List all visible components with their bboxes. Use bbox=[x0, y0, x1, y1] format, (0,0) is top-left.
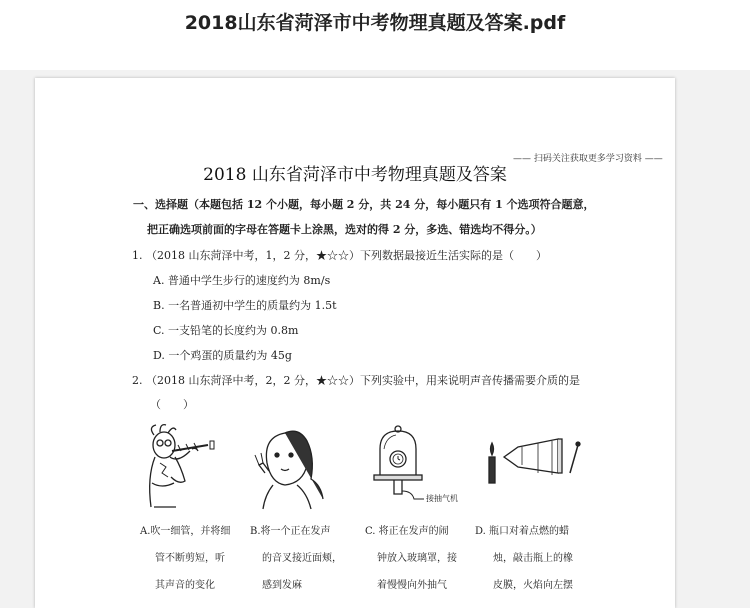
question-2-stem-blank: （ ） bbox=[150, 398, 194, 411]
section-heading-line-2: 把正确选项前面的字母在答题卡上涂黑，选对的得 2 分，多选、错选均不得分。） bbox=[147, 223, 542, 236]
figure-c-bell-jar bbox=[368, 423, 468, 513]
pdf-page bbox=[35, 78, 675, 608]
scan-note: —— 扫码关注获取更多学习资料 —— bbox=[513, 154, 663, 164]
question-1-option-b: B. 一名普通初中学生的质量约为 1.5t bbox=[153, 299, 337, 312]
question-2-option-d: D. 瓶口对着点燃的蜡 烛，敲击瓶上的橡 皮膜，火焰向左摆 bbox=[475, 526, 573, 591]
pump-label: 接抽气机 bbox=[426, 494, 458, 503]
question-1-option-c: C. 一支铅笔的长度约为 0.8m bbox=[153, 324, 299, 337]
section-heading-line-1: 一、选择题（本题包括 12 个小题，每小题 2 分，共 24 分，每小题只有 1 个选项符合题意， bbox=[133, 198, 595, 211]
figure-a-blowing-tube bbox=[130, 423, 230, 513]
document-title: 2018 山东省菏泽市中考物理真题及答案 bbox=[203, 165, 507, 185]
viewer-toolbar bbox=[0, 0, 750, 70]
figure-d-candle-bottle bbox=[482, 423, 622, 513]
figure-b-tuning-fork bbox=[245, 423, 345, 513]
question-2-option-c: C. 将正在发声的闹 钟放入玻璃罩，接 着慢慢向外抽气 bbox=[365, 526, 457, 591]
question-1-option-a: A. 普通中学生步行的速度约为 8m/s bbox=[153, 274, 331, 287]
file-title: 2018山东省菏泽市中考物理真题及答案.pdf bbox=[184, 12, 566, 34]
question-1-option-d: D. 一个鸡蛋的质量约为 45g bbox=[153, 349, 292, 362]
question-2-option-b: B.将一个正在发声 的音叉接近面颊， 感到发麻 bbox=[250, 526, 342, 591]
question-2-stem: 2. （2018 山东菏泽中考，2，2 分，★☆☆）下列实验中，用来说明声音传播需要介质的是 bbox=[132, 374, 580, 387]
question-2-option-a: A.吹一细管，并将细 管不断剪短，听 其声音的变化 bbox=[140, 526, 231, 591]
question-1-stem: 1. （2018 山东菏泽中考，1，2 分，★☆☆）下列数据最接近生活实际的是（ ） bbox=[132, 249, 547, 262]
